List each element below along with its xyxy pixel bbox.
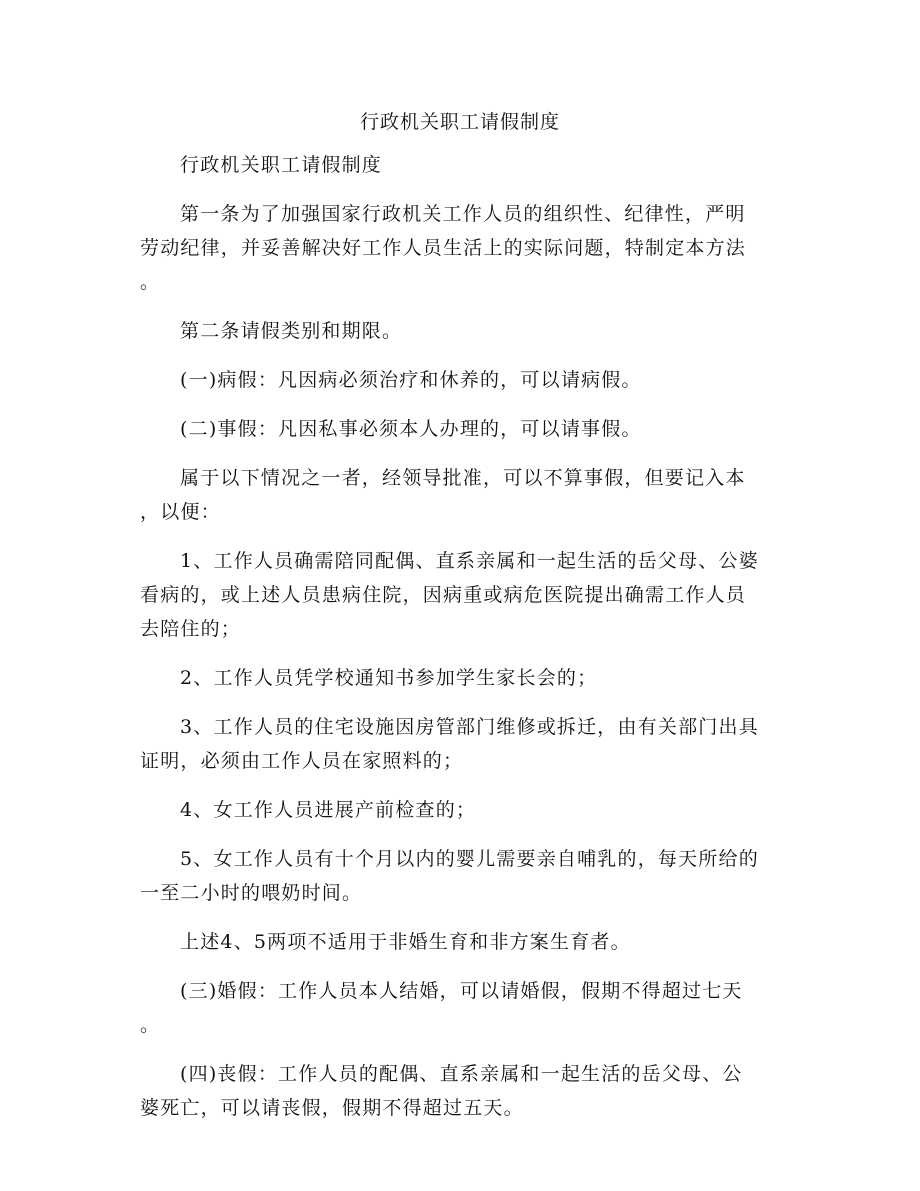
paragraph-exception-2 [140,661,780,695]
paragraph-line: (四)丧假：工作人员的配偶、直系亲属和一起生活的岳父母、公 [180,1063,743,1085]
document-body [140,148,780,1140]
paragraph-line: 上述4、5两项不适用于非婚生育和非方案生育者。 [180,931,631,953]
paragraph-exception-4 [140,793,780,827]
paragraph-line: ，以便： [140,501,221,523]
paragraph-line: 看病的，或上述人员患病住院，因病重或病危医院提出确需工作人员 [140,584,747,606]
paragraph-line: 证明，必须由工作人员在家照料的； [140,750,464,772]
paragraph-personal-leave [140,412,780,446]
paragraph-exception-1 [140,544,780,646]
paragraph-article-2 [140,314,780,348]
paragraph-line: 。 [140,1014,161,1036]
paragraph-line: 2、工作人员凭学校通知书参加学生家长会的； [180,667,598,689]
paragraph-line: 4、女工作人员进展产前检查的； [180,799,477,821]
paragraph-bereavement-leave [140,1057,780,1125]
paragraph-line: 1、工作人员确需陪同配偶、直系亲属和一起生活的岳父母、公婆 [180,550,759,572]
paragraph-line: 属于以下情况之一者，经领导批准，可以不算事假，但要记入本 [180,467,746,489]
paragraph-exceptions-intro [140,461,780,529]
paragraph-line: (三)婚假：工作人员本人结婚，可以请婚假，假期不得超过七天 [180,980,743,1002]
paragraph-line: (二)事假：凡因私事必须本人办理的，可以请事假。 [180,418,642,440]
paragraph-heading [140,148,780,182]
paragraph-line: 3、工作人员的住宅设施因房管部门维修或拆迁，由有关部门出具 [180,716,759,738]
paragraph-line: 婆死亡，可以请丧假，假期不得超过五天。 [140,1097,524,1119]
document-title: 行政机关职工请假制度 [359,111,560,133]
paragraph-line: 去陪住的； [140,618,242,640]
paragraph-sick-leave [140,363,780,397]
paragraph-line: 5、女工作人员有十个月以内的婴儿需要亲自哺乳的，每天所给的 [180,848,759,870]
paragraph-line: 行政机关职工请假制度 [180,154,383,176]
paragraph-article-1 [140,197,780,299]
paragraph-line: 劳动纪律，并妥善解决好工作人员生活上的实际问题，特制定本方法 [140,237,747,259]
paragraph-line: 第二条请假类别和期限。 [180,320,403,342]
paragraph-marriage-leave [140,974,780,1042]
paragraph-exception-3 [140,710,780,778]
paragraph-exception-note [140,925,780,959]
paragraph-exception-5 [140,842,780,910]
paragraph-line: 第一条为了加强国家行政机关工作人员的组织性、纪律性，严明 [180,203,746,225]
paragraph-line: 一至二小时的喂奶时间。 [140,882,363,904]
paragraph-line: (一)病假：凡因病必须治疗和休养的，可以请病假。 [180,369,642,391]
paragraph-line: 。 [140,271,161,293]
